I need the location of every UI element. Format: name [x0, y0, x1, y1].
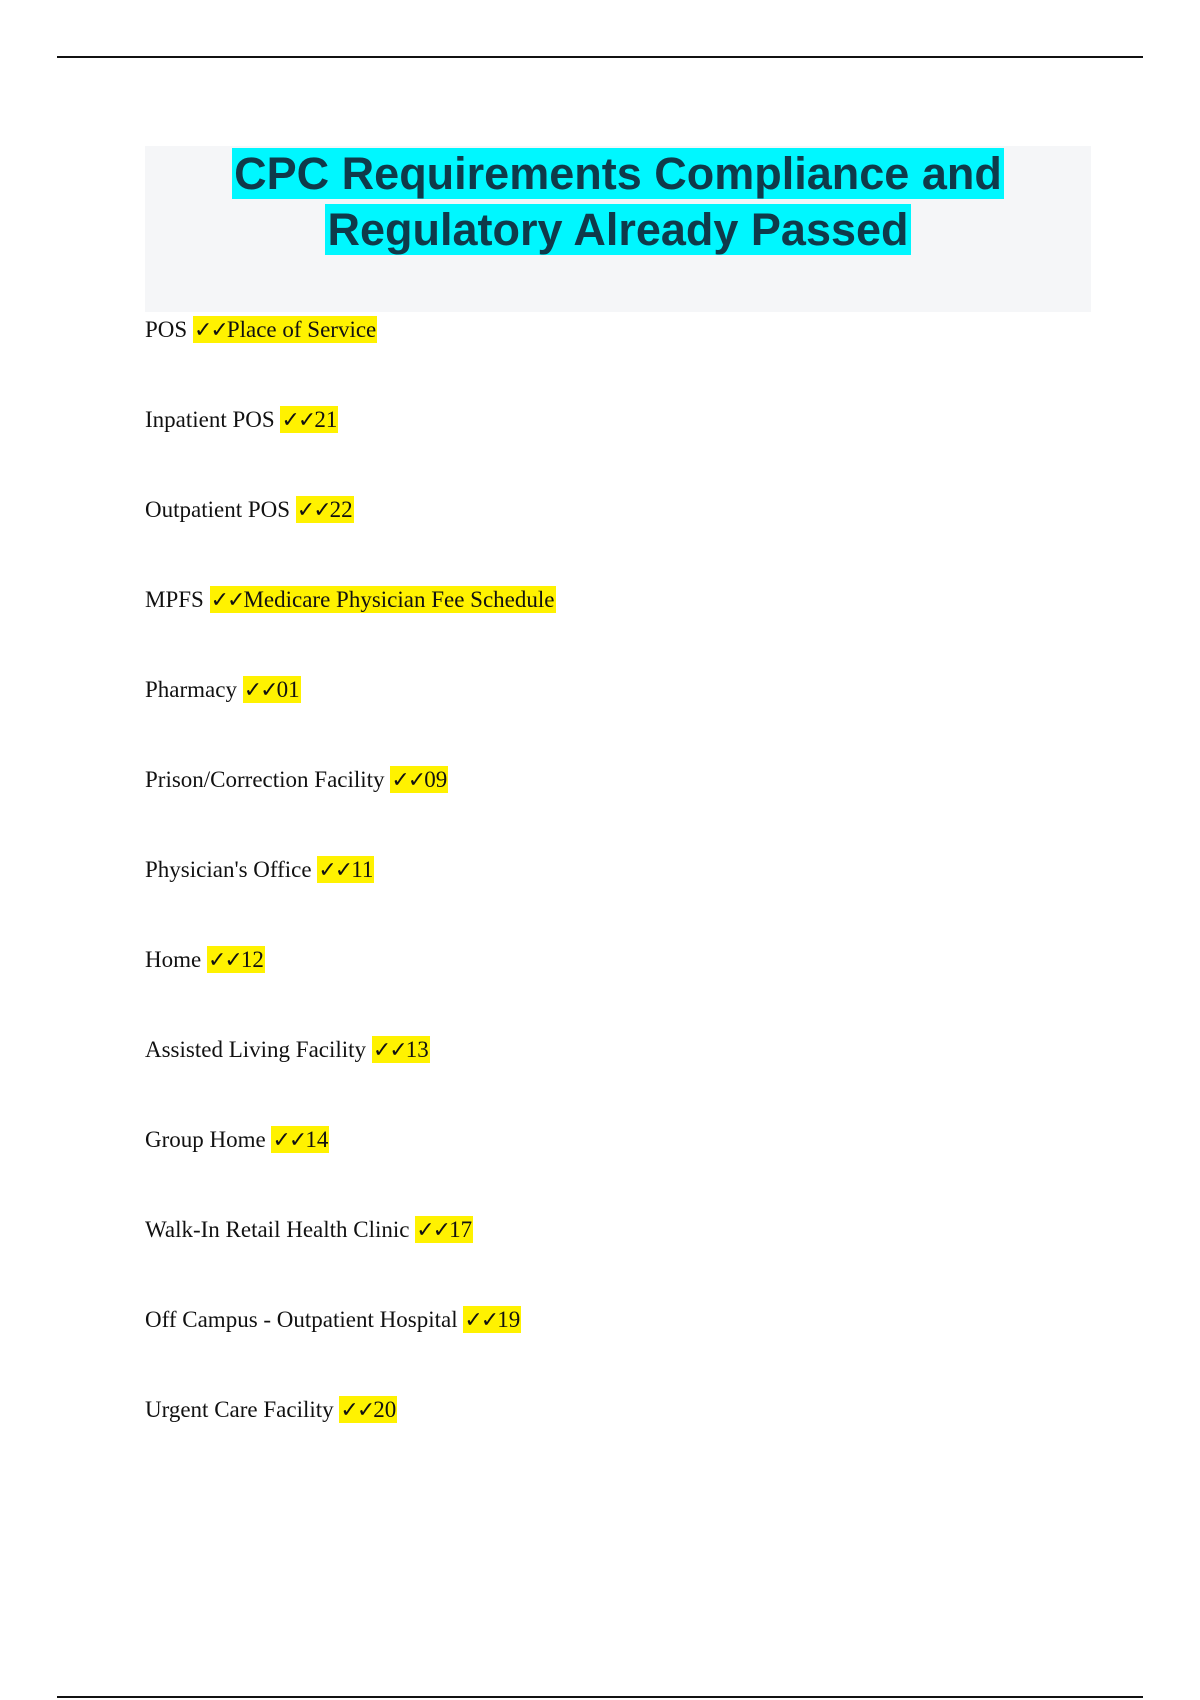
list-item — [145, 1120, 556, 1210]
answer-highlight — [296, 496, 354, 523]
answer: Place of Service — [226, 317, 377, 342]
answer: 21 — [314, 407, 338, 432]
page-title — [145, 146, 1091, 258]
double-check-icon: ✓✓ — [464, 1308, 498, 1333]
double-check-icon: ✓✓ — [193, 318, 227, 343]
answer-highlight — [317, 856, 374, 883]
answer: 20 — [373, 1397, 397, 1422]
answer-highlight — [193, 316, 377, 343]
list-item — [145, 580, 556, 670]
list-item — [145, 940, 556, 1030]
list-item — [145, 1210, 556, 1300]
term: Pharmacy — [145, 677, 237, 702]
list-item — [145, 760, 556, 850]
answer-highlight — [339, 1396, 397, 1423]
term: Home — [145, 947, 202, 972]
answer: 13 — [405, 1037, 429, 1062]
double-check-icon: ✓✓ — [207, 948, 241, 973]
double-check-icon: ✓✓ — [372, 1038, 406, 1063]
answer-highlight — [280, 406, 338, 433]
term: Walk-In Retail Health Clinic — [145, 1217, 410, 1242]
answer: 22 — [329, 497, 353, 522]
list-item — [145, 310, 556, 400]
list-item — [145, 400, 556, 490]
title-line-1: CPC Requirements Compliance and — [234, 148, 1002, 199]
list-item — [145, 1390, 556, 1480]
answer: 11 — [351, 857, 374, 882]
title-line-2: Regulatory Already Passed — [327, 204, 909, 255]
double-check-icon: ✓✓ — [272, 1128, 306, 1153]
term: POS — [145, 317, 188, 342]
term: Outpatient POS — [145, 497, 291, 522]
qa-list — [145, 310, 556, 1480]
term: Group Home — [145, 1127, 266, 1152]
double-check-icon: ✓✓ — [340, 1398, 374, 1423]
term: Prison/Correction Facility — [145, 767, 385, 792]
list-item — [145, 670, 556, 760]
double-check-icon: ✓✓ — [318, 858, 352, 883]
answer-highlight — [463, 1306, 521, 1333]
term: Off Campus - Outpatient Hospital — [145, 1307, 458, 1332]
answer-highlight — [415, 1216, 473, 1243]
list-item — [145, 1030, 556, 1120]
title-panel — [145, 146, 1091, 312]
answer-highlight — [210, 586, 556, 613]
double-check-icon: ✓✓ — [391, 768, 425, 793]
term: Urgent Care Facility — [145, 1397, 334, 1422]
term: Inpatient POS — [145, 407, 275, 432]
top-rule — [57, 56, 1143, 58]
answer-highlight — [271, 1126, 329, 1153]
term: Physician's Office — [145, 857, 312, 882]
answer-highlight — [372, 1036, 430, 1063]
answer-highlight — [207, 946, 265, 973]
double-check-icon: ✓✓ — [296, 498, 330, 523]
answer: Medicare Physician Fee Schedule — [243, 587, 555, 612]
term: Assisted Living Facility — [145, 1037, 367, 1062]
double-check-icon: ✓✓ — [416, 1218, 450, 1243]
list-item — [145, 1300, 556, 1390]
answer: 01 — [276, 677, 300, 702]
answer: 19 — [497, 1307, 521, 1332]
answer: 09 — [424, 767, 448, 792]
answer-highlight — [390, 766, 448, 793]
answer-highlight — [243, 676, 301, 703]
double-check-icon: ✓✓ — [210, 588, 244, 613]
double-check-icon: ✓✓ — [281, 408, 315, 433]
double-check-icon: ✓✓ — [243, 678, 277, 703]
bottom-rule — [57, 1696, 1143, 1698]
answer: 17 — [449, 1217, 473, 1242]
answer: 14 — [305, 1127, 329, 1152]
list-item — [145, 490, 556, 580]
list-item — [145, 850, 556, 940]
term: MPFS — [145, 587, 204, 612]
answer: 12 — [240, 947, 264, 972]
